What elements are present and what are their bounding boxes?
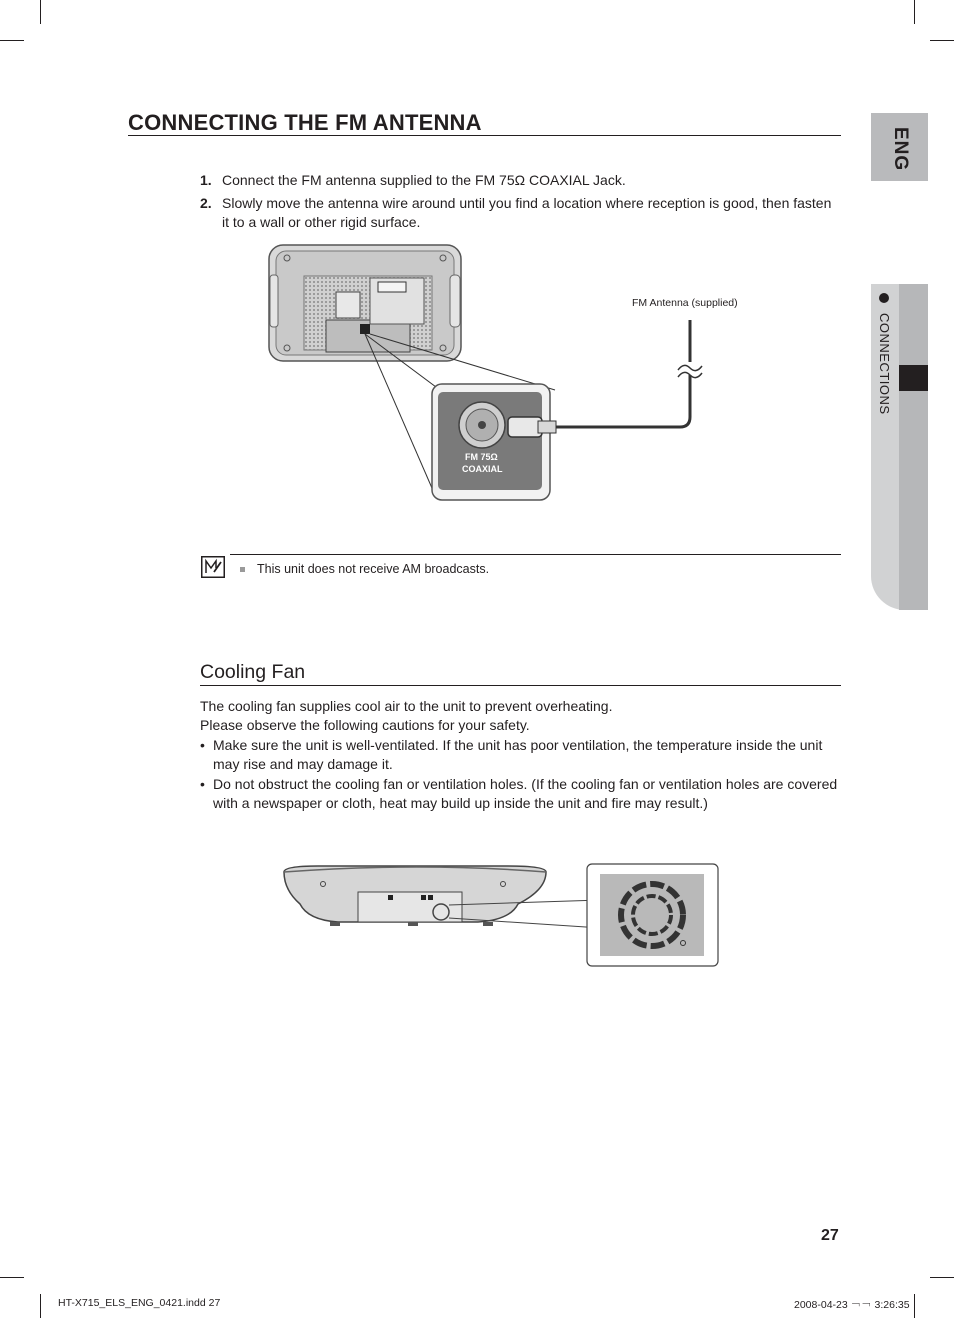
note-text: This unit does not receive AM broadcasts. (257, 562, 490, 576)
caution-item (200, 736, 840, 776)
language-tab (871, 113, 928, 181)
crop-mark (0, 40, 24, 41)
page-title: CONNECTING THE FM ANTENNA (128, 110, 482, 135)
note-rule (230, 554, 841, 555)
jack-label-line1: FM 75Ω (465, 452, 498, 462)
fm-antenna-diagram (260, 240, 760, 515)
footer-timestamp: 2008-04-23 ￢￢ 3:26:35 (794, 1299, 910, 1311)
bullet-icon: • (200, 776, 205, 792)
page-number: 27 (821, 1227, 839, 1244)
step-number: 1. (200, 172, 212, 188)
footer-file: HT-X715_ELS_ENG_0421.indd 27 (58, 1297, 221, 1309)
crop-mark (40, 1294, 41, 1318)
section-rule (200, 685, 841, 686)
language-tab-label: ENG (890, 127, 911, 172)
step-number: 2. (200, 195, 212, 211)
section-tab-label: CONNECTIONS (877, 313, 892, 415)
title-rule (128, 135, 841, 136)
antenna-label: FM Antenna (supplied) (632, 297, 738, 309)
caution-item (200, 775, 840, 815)
crop-mark (930, 1277, 954, 1278)
bullet-icon: • (200, 737, 205, 753)
step-1 (200, 171, 840, 191)
crop-mark (930, 40, 954, 41)
crop-mark (914, 0, 915, 24)
crop-mark (914, 1294, 915, 1318)
jack-label (460, 451, 503, 475)
crop-mark (40, 0, 41, 24)
section-tab-band (899, 284, 928, 610)
section-tab-marker (899, 365, 928, 391)
section-tab (871, 284, 928, 610)
crop-mark (0, 1277, 24, 1278)
intro-line-1: The cooling fan supplies cool air to the unit to prevent overheating. (200, 698, 613, 714)
cooling-fan-diagram (278, 860, 724, 970)
caution-text: Make sure the unit is well-ventilated. If the unit has poor ventilation, the temperature inside the unit may rise and may damage it. (213, 737, 823, 772)
section-heading: Cooling Fan (200, 661, 306, 683)
step-text: Slowly move the antenna wire around until you find a location where reception is good, then fasten it to a wall or other rigid surface. (222, 195, 832, 230)
bullet-dot-icon (879, 293, 889, 303)
intro-line-2: Please observe the following cautions for your safety. (200, 717, 530, 733)
step-2 (200, 194, 840, 234)
step-text: Connect the FM antenna supplied to the FM 75Ω COAXIAL Jack. (222, 172, 626, 188)
jack-label-line2: COAXIAL (462, 464, 503, 474)
note-icon (201, 556, 225, 578)
note-bullet-icon (240, 567, 245, 572)
caution-text: Do not obstruct the cooling fan or ventilation holes. (If the cooling fan or ventilation holes are covered with a newspaper or cloth, heat may build up inside the unit and fire may result.) (213, 776, 838, 811)
